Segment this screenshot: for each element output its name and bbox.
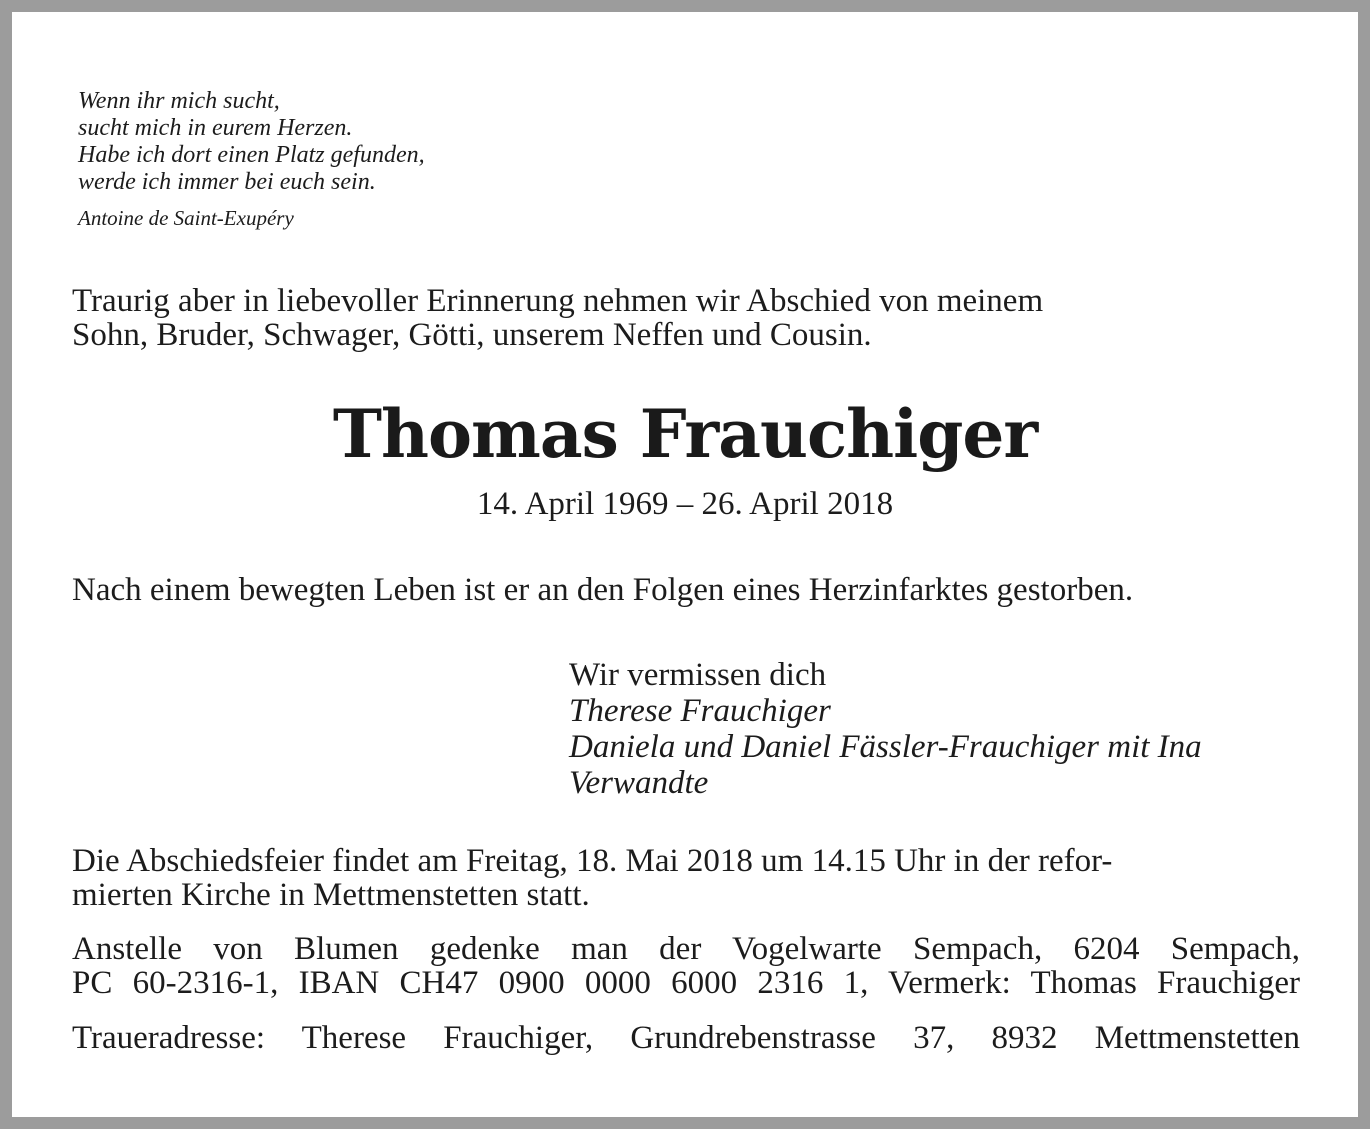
mourner-name: Therese Frauchiger bbox=[569, 693, 831, 729]
intro-line: Traurig aber in liebevoller Erinnerung nehmen wir Abschied von meinem bbox=[72, 283, 1044, 319]
ceremony-line: mierten Kirche in Mettmenstetten statt. bbox=[72, 877, 590, 913]
motto-quote bbox=[78, 88, 425, 196]
intro-text bbox=[72, 284, 1300, 352]
mourner-name: Daniela und Daniel Fässler-Frauchiger mit Ina bbox=[569, 729, 1202, 765]
mourning-address: Traueradresse: Therese Frauchiger, Grundrebenstrasse 37, 8932 Mettmenstetten bbox=[72, 1020, 1300, 1056]
deceased-name: Thomas Frauchiger bbox=[332, 395, 1038, 473]
mourners-names bbox=[569, 693, 1309, 801]
mourner-name: Verwandte bbox=[569, 765, 709, 801]
obituary-notice bbox=[12, 12, 1358, 1117]
motto-line: sucht mich in eurem Herzen. bbox=[78, 115, 353, 141]
intro-line: Sohn, Bruder, Schwager, Götti, unserem Neffen und Cousin. bbox=[72, 317, 872, 353]
donation-info bbox=[72, 932, 1300, 1000]
mourners-heading: Wir vermissen dich bbox=[569, 657, 827, 693]
cause-of-death-text: Nach einem bewegten Leben ist er an den Folgen eines Herzinfarktes gestorben. bbox=[72, 572, 1134, 608]
life-dates: 14. April 1969 – 26. April 2018 bbox=[476, 486, 894, 522]
ceremony-line: Die Abschiedsfeier findet am Freitag, 18. Mai 2018 um 14.15 Uhr in der refor- bbox=[72, 843, 1113, 879]
donation-line: PC 60-2316-1, IBAN CH47 0900 0000 6000 2316 1, Vermerk: Thomas Frauchiger bbox=[72, 965, 1300, 1001]
ceremony-info bbox=[72, 844, 1300, 912]
donation-line: Anstelle von Blumen gedenke man der Vogelwarte Sempach, 6204 Sempach, bbox=[72, 931, 1300, 967]
motto-author: Antoine de Saint-Exupéry bbox=[78, 206, 294, 230]
motto-line: Habe ich dort einen Platz gefunden, bbox=[78, 142, 425, 168]
motto-line: werde ich immer bei euch sein. bbox=[78, 169, 376, 195]
mourners-block bbox=[569, 657, 1309, 801]
motto-line: Wenn ihr mich sucht, bbox=[78, 88, 280, 114]
